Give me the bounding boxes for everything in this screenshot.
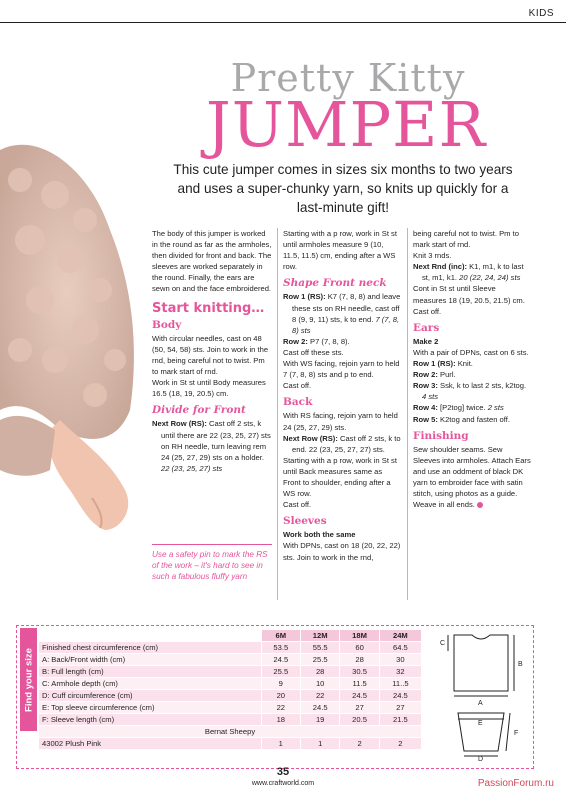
ears-heading: Ears: [413, 321, 440, 334]
yarn-quantity: 2: [379, 738, 421, 750]
ears-subheading: Make 2: [413, 336, 439, 346]
measurement-value: 10: [300, 678, 339, 690]
measurement-label: D: Cuff circumference (cm): [39, 690, 262, 702]
paragraph: With WS facing, rejoin yarn to held 7 (7, 8, 8) sts and p to end.: [283, 359, 400, 380]
title-large: JUMPER: [205, 88, 487, 161]
row-instruction: [413, 402, 531, 413]
measurement-label: F: Sleeve length (cm): [39, 714, 262, 726]
measurement-value: 11.5: [340, 678, 379, 690]
yarn-quantity: 2: [340, 738, 379, 750]
measurement-value: 11..5: [379, 678, 421, 690]
page-number: 35: [276, 766, 290, 778]
measurement-value: 24.5: [261, 654, 300, 666]
table-header: 6M: [261, 630, 300, 642]
table-row: [39, 702, 422, 714]
measurement-value: 22: [261, 702, 300, 714]
size-table-body: [39, 642, 422, 750]
measurement-value: 25.5: [261, 666, 300, 678]
measurement-value: 19: [300, 714, 339, 726]
row-label: Row 1 (RS):: [283, 292, 326, 302]
measurement-value: 64.5: [379, 642, 421, 654]
find-your-size-label: Find your size: [23, 647, 34, 712]
find-your-size-tab: [20, 628, 37, 731]
row-text: Cast off 2 sts, k until there are 22 (23, 25, 27) sts on RH needle, turn leaving rem 24 (25, 27, 29) sts on a holder.: [161, 419, 271, 462]
row-label: Next Row (RS):: [283, 433, 338, 443]
row-instruction: [283, 336, 401, 347]
row-instruction: [413, 414, 531, 425]
body-heading: Body: [152, 318, 182, 331]
column-3: [413, 228, 531, 510]
child-photo: [0, 110, 150, 570]
divide-heading: Divide for Front: [152, 404, 246, 417]
measurement-value: 18: [261, 714, 300, 726]
column-divider: [277, 228, 278, 600]
row-text: P7 (7, 8, 8).: [307, 336, 350, 346]
finishing-text: Sew shoulder seams. Sew Sleeves into armholes. Attach Ears and use an oddment of black DK yarn to embroider face with satin stitch, using photos as a guide. Weave in all ends.: [413, 444, 531, 510]
paragraph: With RS facing, rejoin yarn to held 24 (25, 27, 29) sts.: [283, 411, 398, 432]
table-header: 18M: [340, 630, 379, 642]
measurement-value: 24.5: [379, 690, 421, 702]
row-text: K7 (7, 8, 8) and leave these sts on RH needle, cast off 8 (9, 9, 11) sts, k to end.: [292, 292, 401, 324]
paragraph: Knit 3 rnds.: [413, 251, 452, 261]
paragraph: Starting with a p row, work in St st until armholes measure 9 (10, 11.5, 11.5) cm, ending after a WS row.: [283, 229, 397, 272]
yarn-shade: 43002 Plush Pink: [39, 738, 262, 750]
stitch-count-suffix: sts: [508, 273, 521, 283]
tip-box: Use a safety pin to mark the RS of the work – it's hard to see in such a fabulous fluffy yarn: [152, 544, 272, 582]
yarn-brand-row: [39, 726, 422, 738]
diagram-label-f: F: [514, 730, 519, 737]
column-1: [152, 228, 272, 474]
measurement-value: 60: [340, 642, 379, 654]
paragraph: Cast off.: [283, 381, 312, 391]
row-instruction: [413, 380, 531, 402]
table-row: [39, 690, 422, 702]
row-text: [P2tog] twice.: [437, 403, 488, 413]
body-paragraph: Work in St st until Body measures 16.5 (18, 19, 20.5) cm.: [152, 378, 266, 399]
row-instruction: [413, 358, 531, 369]
measurement-value: 27: [340, 702, 379, 714]
measurement-value: 28: [300, 666, 339, 678]
end-bullet-icon: [477, 502, 483, 508]
measurement-value: 24.5: [340, 690, 379, 702]
measurement-value: 30: [379, 654, 421, 666]
sleeves-heading: Sleeves: [283, 515, 327, 528]
diagram-label-e: E: [478, 720, 483, 727]
row-label: Row 2:: [413, 370, 438, 380]
start-knitting-heading: Start knitting…: [152, 300, 265, 316]
yarn-row: [39, 738, 422, 750]
finishing-paragraph: [413, 444, 531, 511]
measurement-label: B: Full length (cm): [39, 666, 262, 678]
yarn-brand: Bernat Sheepy: [39, 726, 422, 738]
divide-instruction: [152, 418, 272, 473]
jumper-body-outline: [454, 635, 508, 691]
paragraph: With a pair of DPNs, cast on 6 sts.: [413, 347, 529, 357]
measurement-label: A: Back/Front width (cm): [39, 654, 262, 666]
diagram-label-a: A: [478, 700, 483, 707]
row-instruction: [283, 433, 401, 455]
table-row: [39, 642, 422, 654]
diagram-label-b: B: [518, 661, 523, 668]
row-label: Row 2:: [283, 336, 308, 346]
stitch-count: 2 sts: [487, 403, 504, 413]
garment-diagram: [434, 629, 528, 761]
measurement-value: 28: [340, 654, 379, 666]
stitch-count-suffix: sts: [210, 463, 223, 473]
row-label: Row 1 (RS):: [413, 359, 456, 369]
stitch-count: 20 (22, 24, 24): [459, 273, 509, 283]
paragraph: Starting with a p row, work in St st until Back measures same as Front to shoulder, ending after a WS row.: [283, 455, 397, 499]
finishing-heading: Finishing: [413, 429, 469, 442]
table-header: 24M: [379, 630, 421, 642]
paragraph: With DPNs, cast on 18 (20, 22, 22) sts. Join to work in the rnd,: [283, 541, 401, 562]
yarn-quantity: 1: [261, 738, 300, 750]
row-label: Row 5:: [413, 414, 438, 424]
website-url: www.craftworld.com: [251, 780, 315, 787]
stitch-count: 22 (23, 25, 27): [161, 463, 211, 473]
column-2: [283, 228, 401, 563]
measurement-value: 55.5: [300, 642, 339, 654]
measurement-value: 20.5: [340, 714, 379, 726]
watermark: PassionForum.ru: [477, 778, 554, 789]
title-small: Pretty Kitty: [230, 56, 466, 100]
table-row: [39, 714, 422, 726]
measurement-value: 24.5: [300, 702, 339, 714]
row-label: Row 4:: [413, 403, 438, 413]
paragraph: Cast off.: [283, 500, 312, 510]
measurement-value: 20: [261, 690, 300, 702]
yarn-quantity: 1: [300, 738, 339, 750]
table-header: [39, 630, 262, 642]
row-text: K1, m1, k to last st, m1, k1.: [422, 262, 524, 283]
measurement-value: 9: [261, 678, 300, 690]
back-heading: Back: [283, 396, 313, 409]
header-rule: [0, 22, 566, 23]
measurement-label: E: Top sleeve circumference (cm): [39, 702, 262, 714]
intro-text: This cute jumper comes in sizes six months to two years and uses a super-chunky yarn, so knits up quickly for a last-minute gift!: [173, 162, 513, 215]
stitch-count: 7 (7, 8, 8): [292, 314, 400, 335]
measurement-value: 53.5: [261, 642, 300, 654]
paragraph: being careful not to twist. Pm to mark start of rnd.: [413, 229, 519, 250]
stitch-count: 4 sts: [422, 392, 439, 402]
table-row: [39, 678, 422, 690]
body-paragraph: With circular needles, cast on 48 (50, 54, 58) sts. Join to work in the rnd, being careful not to twist. Pm to mark start of rnd.: [152, 333, 269, 377]
row-text: Knit.: [455, 359, 473, 369]
paragraph: Cont in St st until Sleeve measures 18 (19, 20.5, 21.5) cm.: [413, 284, 525, 305]
body-intro: The body of this jumper is worked in the round as far as the armholes, then divided for front and back. The sleeves are worked separately in the round. Finally, the ears are sewn on and the face embroidered.: [152, 229, 272, 294]
row-instruction: [413, 261, 531, 283]
row-text: K2tog and fasten off.: [437, 414, 510, 424]
paragraph: Cast off.: [413, 306, 442, 316]
measurement-value: 25.5: [300, 654, 339, 666]
measurement-value: 22: [300, 690, 339, 702]
row-text: Cast off 2 sts, k to end. 22 (23, 25, 27, 27) sts.: [292, 433, 401, 454]
stitch-count-suffix: sts: [298, 325, 311, 335]
sleeves-subheading: Work both the same: [283, 530, 356, 540]
measurement-label: C: Armhole depth (cm): [39, 678, 262, 690]
measurement-value: 30.5: [340, 666, 379, 678]
row-label: Next Row (RS):: [152, 419, 207, 429]
paragraph: Cast off these sts.: [283, 347, 344, 357]
measurement-value: 32: [379, 666, 421, 678]
table-row: [39, 666, 422, 678]
row-text: Purl.: [437, 370, 456, 380]
shape-front-neck-heading: Shape Front neck: [283, 277, 387, 290]
diagram-label-d: D: [478, 756, 484, 761]
size-table: [38, 629, 422, 750]
dimension-f-arrow: [506, 713, 510, 751]
table-header: 12M: [300, 630, 339, 642]
column-divider: [407, 228, 408, 600]
measurement-label: Finished chest circumference (cm): [39, 642, 262, 654]
row-label: Row 3:: [413, 381, 438, 391]
measurement-value: 21.5: [379, 714, 421, 726]
diagram-label-c: C: [440, 640, 446, 647]
row-instruction: [413, 369, 531, 380]
measurement-value: 27: [379, 702, 421, 714]
row-text: Ssk, k to last 2 sts, k2tog.: [437, 381, 527, 391]
row-label: Next Rnd (inc):: [413, 262, 467, 272]
section-label: KIDS: [528, 8, 554, 19]
row-instruction: [283, 291, 401, 335]
table-row: [39, 654, 422, 666]
